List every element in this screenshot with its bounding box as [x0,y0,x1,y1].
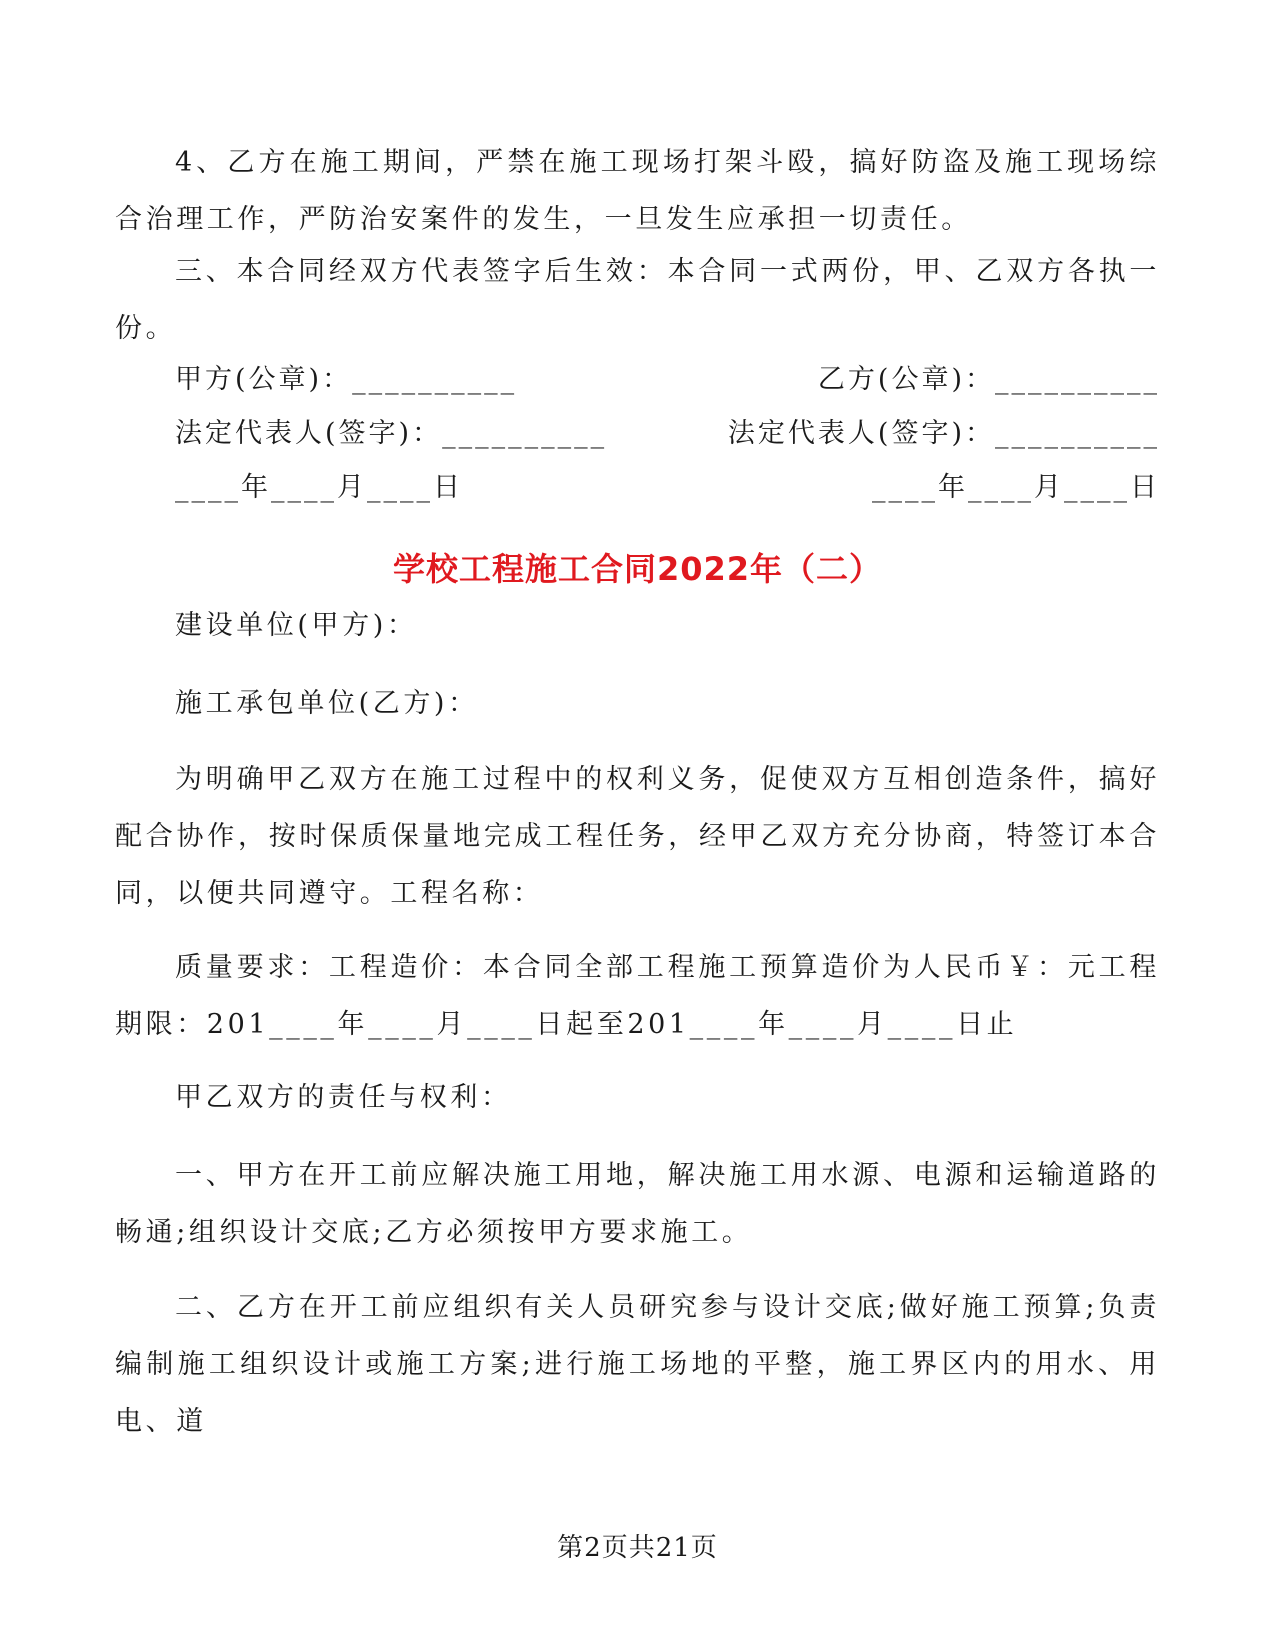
party-b-date: ____年____月____日 [872,472,1160,503]
contract-title: 学校工程施工合同2022年（二） [392,550,883,588]
party-b-seal: 乙方(公章)：__________ [817,364,1160,395]
clause-item-4: 4、乙方在施工期间，严禁在施工现场打架斗殴，搞好防盗及施工现场综合治理工作，严防治安案件的发生，一旦发生应承担一切责任。 [115,147,1160,235]
party-b-representative: 法定代表人(签字)：__________ [727,418,1160,449]
clause-item-3-effective: 三、本合同经双方代表签字后生效：本合同一式两份，甲、乙双方各执一份。 [115,256,1160,344]
party-a-seal: 甲方(公章)：__________ [175,364,518,395]
construction-unit-line: 建设单位(甲方)： [175,610,418,641]
signature-date-row [115,459,1160,516]
party-a-representative: 法定代表人(签字)：__________ [175,418,608,449]
contractor-unit-line: 施工承包单位(乙方)： [175,688,479,719]
preamble-paragraph: 为明确甲乙双方在施工过程中的权利义务，促使双方互相创造条件，搞好配合协作，按时保质保量地完成工程任务，经甲乙双方充分协商，特签订本合同，以便共同遵守。工程名称： [115,764,1160,909]
party-a-date: ____年____月____日 [175,472,463,503]
clause-1-party-a: 一、甲方在开工前应解决施工用地，解决施工用水源、电源和运输道路的畅通;组织设计交底;乙方必须按甲方要求施工。 [115,1160,1160,1248]
page-footer: 第2页共21页 [557,1533,718,1563]
quality-price-term-paragraph: 质量要求：工程造价：本合同全部工程施工预算造价为人民币￥：元工程期限：201____年____月____日起至201____年____月____日止 [115,952,1160,1040]
signature-rep-row [115,405,1160,462]
signature-seal-row [115,351,1160,408]
responsibilities-heading: 甲乙双方的责任与权利： [175,1082,512,1113]
clause-2-party-b: 二、乙方在开工前应组织有关人员研究参与设计交底;做好施工预算;负责编制施工组织设计或施工方案;进行施工场地的平整，施工界区内的用水、用电、道 [115,1292,1160,1437]
